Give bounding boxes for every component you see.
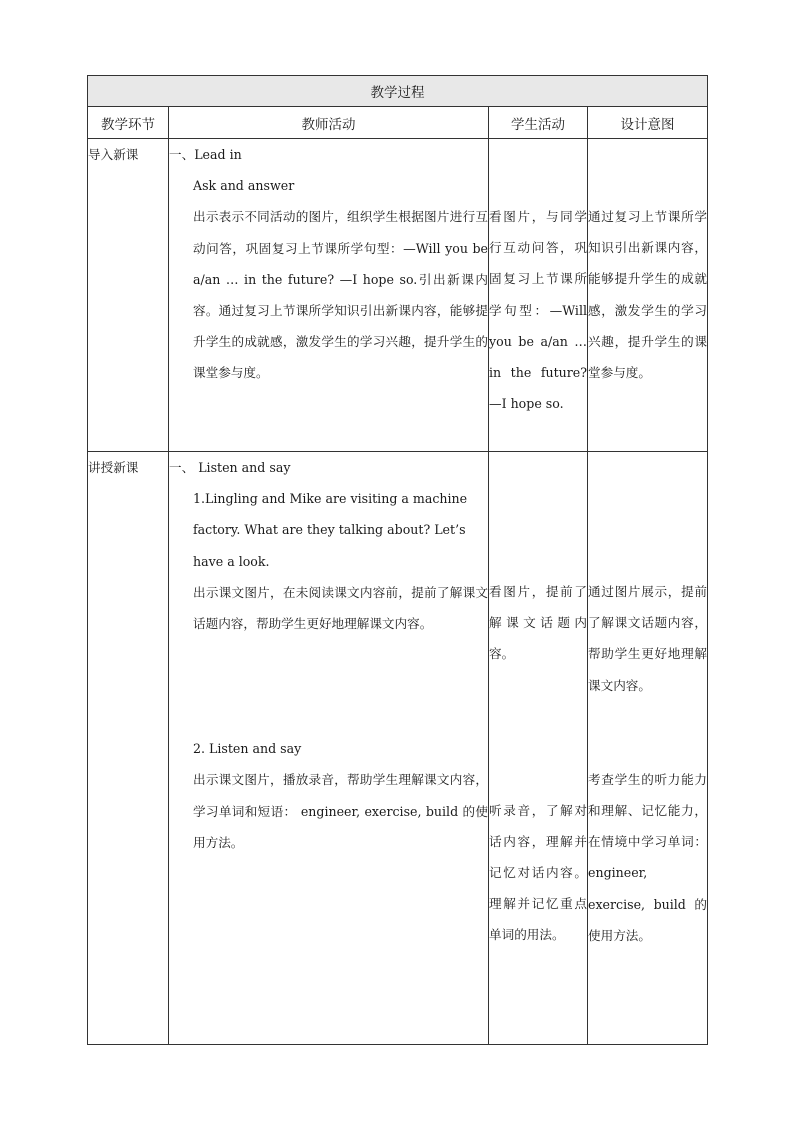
table-title: 教学过程 (88, 76, 708, 107)
header-design-intent: 设计意图 (588, 107, 708, 139)
student-activity-text: 看图片，与同学行互动问答，巩固复习上节课所学句型：—Will you be a/an … in the future? —I hope so. (489, 209, 587, 412)
part2-title: 2. Listen and say (193, 741, 302, 757)
part1-title: 1.Lingling and Mike are visiting a machine factory. What are they talking about? Let’s have a look. (193, 491, 468, 569)
header-teacher-activity: 教师活动 (169, 107, 489, 139)
activity-subtitle: Ask and answer (193, 178, 295, 194)
lesson-process-table (87, 75, 708, 1045)
student-activity-part1: 看图片，提前了解课文话题内容。 (489, 584, 587, 662)
part1-description: 出示课文图片，在未阅读课文内容前，提前了解课文话题内容，帮助学生更好地理解课文内容。 (193, 584, 488, 632)
table-row (88, 139, 708, 452)
header-student-activity: 学生活动 (489, 107, 588, 139)
design-intent-part1: 通过图片展示，提前了解课文话题内容，帮助学生更好地理解课文内容。 (588, 584, 707, 693)
header-stage: 教学环节 (88, 107, 169, 139)
student-activity-part2: 听录音，了解对话内容，理解并记忆对话内容。理解并记忆重点单词的用法。 (489, 802, 587, 943)
design-intent-text: 通过复习上节课所学知识引出新课内容，能够提升学生的成就感，激发学生的学习兴趣，提升学生的课堂参与度。 (588, 209, 707, 381)
design-intent-part2: 考查学生的听力能力和理解、记忆能力，在情境中学习单词：engineer, exercise, build 的使用方法。 (588, 771, 707, 943)
section-heading: 一、Lead in (169, 147, 242, 162)
activity-description: 出示表示不同活动的图片，组织学生根据图片进行互动问答，巩固复习上节课所学句型：—Will you be a/an … in the future? —I hope so.引出新课内容。通过复习上节课所学知识引出新课内容，能够提升学生的成就感，激发学生的学习兴趣，提升学生的课堂参与度。 (193, 209, 488, 381)
design-intent-cell (588, 452, 708, 1045)
student-activity-cell (489, 139, 588, 452)
teacher-activity-cell (169, 139, 489, 452)
design-intent-cell (588, 139, 708, 452)
student-activity-cell (489, 452, 588, 1045)
stage-cell: 导入新课 (88, 139, 169, 452)
section-heading: 一、 Listen and say (169, 460, 291, 475)
part2-description: 出示课文图片，播放录音，帮助学生理解课文内容，学习单词和短语： engineer, exercise, build 的使用方法。 (193, 772, 488, 850)
stage-cell: 讲授新课 (88, 452, 169, 1045)
table-row (88, 452, 708, 1045)
teacher-activity-cell (169, 452, 489, 1045)
